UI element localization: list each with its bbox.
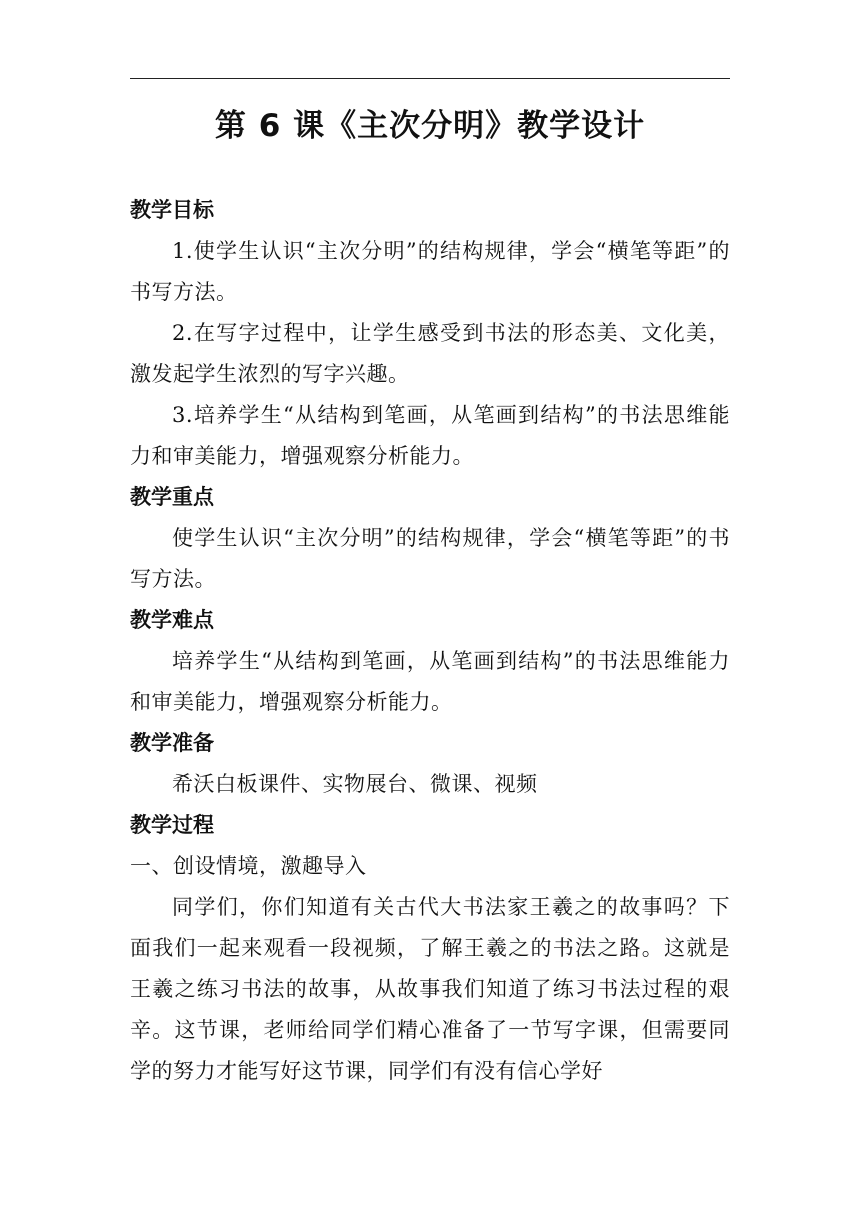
process-step1-heading: 一、创设情境，激趣导入 [130, 854, 367, 878]
objective-item-2: 2.在写字过程中，让学生感受到书法的形态美、文化美，激发起学生浓烈的写字兴趣。 [130, 321, 730, 386]
key-points-text: 使学生认识“主次分明”的结构规律，学会“横笔等距”的书写方法。 [130, 526, 730, 591]
key-points-heading: 教学重点 [130, 485, 214, 509]
process-step1-text: 同学们，你们知道有关古代大书法家王羲之的故事吗？下面我们一起来观看一段视频，了解王羲之的书法之路。这就是王羲之练习书法的故事，从故事我们知道了练习书法过程的艰辛。这节课，老师给同学们精心准备了一节写字课，但需要同学的努力才能写好这节课，同学们有没有信心学好 [130, 895, 730, 1083]
process-heading: 教学过程 [130, 813, 214, 837]
objective-item-3: 3.培养学生“从结构到笔画，从笔画到结构”的书法思维能力和审美能力，增强观察分析能力。 [130, 403, 730, 468]
header-rule [130, 78, 730, 79]
objective-item-1: 1.使学生认识“主次分明”的结构规律，学会“横笔等距”的书写方法。 [130, 239, 730, 304]
objectives-heading: 教学目标 [130, 198, 214, 222]
preparation-heading: 教学准备 [130, 731, 214, 755]
difficulties-heading: 教学难点 [130, 608, 214, 632]
document-title: 第 6 课《主次分明》教学设计 [214, 108, 646, 144]
document-body [130, 190, 730, 1092]
difficulties-text: 培养学生“从结构到笔画，从笔画到结构”的书法思维能力和审美能力，增强观察分析能力。 [130, 649, 730, 714]
preparation-text: 希沃白板课件、实物展台、微课、视频 [172, 772, 538, 796]
